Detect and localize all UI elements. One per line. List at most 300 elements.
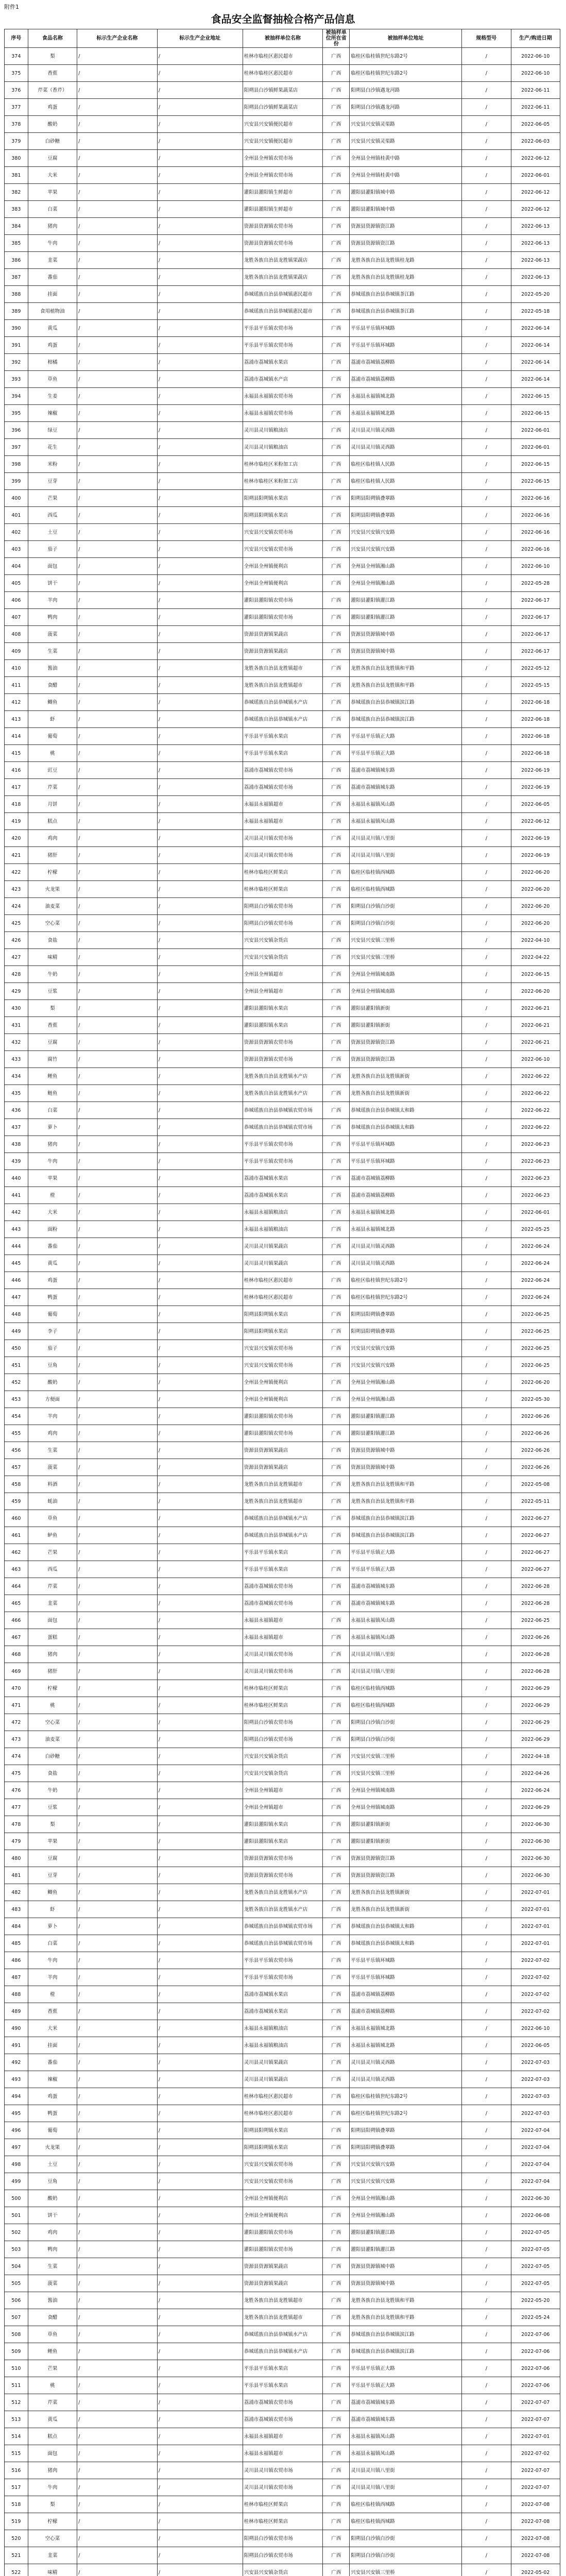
cell-food-name: 味精 xyxy=(28,2564,77,2576)
cell-serial: 403 xyxy=(5,541,28,558)
cell-province: 广西 xyxy=(323,99,350,116)
cell-food-name: 挂面 xyxy=(28,2037,77,2054)
cell-province: 广西 xyxy=(323,490,350,507)
cell-sampled-address: 资源县资源镇资江路 xyxy=(350,235,462,252)
cell-sampled-unit: 永福县永福镇粮油店 xyxy=(243,2037,323,2054)
cell-spec: / xyxy=(462,1901,511,1918)
cell-province: 广西 xyxy=(323,1816,350,1833)
cell-manufacturer: / xyxy=(77,660,158,677)
cell-spec: / xyxy=(462,371,511,388)
cell-manufacturer: / xyxy=(77,1527,158,1544)
cell-manufacturer-address: / xyxy=(157,643,243,660)
cell-spec: / xyxy=(462,1493,511,1510)
cell-sampled-unit: 资源县资源镇果蔬店 xyxy=(243,1459,323,1476)
cell-date: 2022-06-23 xyxy=(511,1136,560,1153)
cell-manufacturer-address: / xyxy=(157,2326,243,2343)
cell-manufacturer-address: / xyxy=(157,2479,243,2496)
cell-date: 2022-06-16 xyxy=(511,490,560,507)
cell-food-name: 茄子 xyxy=(28,541,77,558)
cell-sampled-unit: 永福县永福镇超市 xyxy=(243,2445,323,2462)
cell-province: 广西 xyxy=(323,1357,350,1374)
cell-province: 广西 xyxy=(323,507,350,524)
cell-food-name: 韭菜 xyxy=(28,252,77,269)
table-row xyxy=(5,1595,560,1612)
cell-province: 广西 xyxy=(323,201,350,218)
table-row xyxy=(5,1238,560,1255)
cell-manufacturer: / xyxy=(77,1068,158,1085)
cell-spec: / xyxy=(462,779,511,796)
cell-manufacturer: / xyxy=(77,2224,158,2241)
cell-serial: 431 xyxy=(5,1017,28,1034)
cell-food-name: 挂面 xyxy=(28,286,77,303)
cell-spec: / xyxy=(462,235,511,252)
table-row xyxy=(5,1816,560,1833)
cell-manufacturer: / xyxy=(77,2173,158,2190)
cell-food-name: 茄子 xyxy=(28,1340,77,1357)
cell-manufacturer: / xyxy=(77,643,158,660)
cell-food-name: 空心菜 xyxy=(28,2530,77,2547)
cell-province: 广西 xyxy=(323,1051,350,1068)
cell-spec: / xyxy=(462,1391,511,1408)
cell-spec: / xyxy=(462,1561,511,1578)
cell-food-name: 酸奶 xyxy=(28,1374,77,1391)
cell-date: 2022-06-22 xyxy=(511,1085,560,1102)
table-row xyxy=(5,932,560,949)
cell-sampled-address: 灌阳县灌阳镇新街 xyxy=(350,1833,462,1850)
cell-spec: / xyxy=(462,1578,511,1595)
cell-sampled-address: 资源县资源镇资江路 xyxy=(350,1867,462,1884)
table-row xyxy=(5,2071,560,2088)
cell-spec: / xyxy=(462,1289,511,1306)
cell-food-name: 鸭蛋 xyxy=(28,2105,77,2122)
cell-manufacturer: / xyxy=(77,2122,158,2139)
cell-sampled-address: 恭城瑶族自治县恭城镇滨江路 xyxy=(350,1510,462,1527)
cell-manufacturer: / xyxy=(77,592,158,609)
cell-food-name: 梨 xyxy=(28,1816,77,1833)
cell-food-name: 猪肉 xyxy=(28,2462,77,2479)
cell-serial: 392 xyxy=(5,354,28,371)
cell-spec: / xyxy=(462,1799,511,1816)
cell-manufacturer-address: / xyxy=(157,949,243,966)
cell-serial: 488 xyxy=(5,1986,28,2003)
cell-sampled-address: 兴安县兴安镇三里桥 xyxy=(350,1765,462,1782)
cell-food-name: 芒果 xyxy=(28,2360,77,2377)
cell-province: 广西 xyxy=(323,2462,350,2479)
cell-province: 广西 xyxy=(323,2513,350,2530)
table-row xyxy=(5,184,560,201)
cell-date: 2022-07-01 xyxy=(511,1935,560,1952)
cell-sampled-unit: 永福县永福镇粮油店 xyxy=(243,1221,323,1238)
cell-manufacturer: / xyxy=(77,558,158,575)
table-row xyxy=(5,2275,560,2292)
cell-manufacturer-address: / xyxy=(157,150,243,167)
cell-spec: / xyxy=(462,694,511,711)
cell-sampled-unit: 恭城瑶族自治县恭城镇农贸市场 xyxy=(243,1935,323,1952)
cell-sampled-address: 平乐县平乐镇环城路 xyxy=(350,1952,462,1969)
cell-sampled-address: 阳朔县阳朔镇叠翠路 xyxy=(350,1306,462,1323)
cell-manufacturer: / xyxy=(77,1969,158,1986)
table-row xyxy=(5,728,560,745)
cell-spec: / xyxy=(462,439,511,456)
cell-food-name: 米粉 xyxy=(28,456,77,473)
cell-date: 2022-06-10 xyxy=(511,558,560,575)
cell-province: 广西 xyxy=(323,2139,350,2156)
cell-spec: / xyxy=(462,1034,511,1051)
cell-sampled-unit: 资源县资源镇农贸市场 xyxy=(243,1850,323,1867)
cell-manufacturer-address: / xyxy=(157,1102,243,1119)
cell-sampled-unit: 恭城瑶族自治县恭城镇惠民超市 xyxy=(243,303,323,320)
cell-spec: / xyxy=(462,2394,511,2411)
cell-manufacturer-address: / xyxy=(157,320,243,337)
cell-food-name: 葡萄 xyxy=(28,1306,77,1323)
cell-spec: / xyxy=(462,983,511,1000)
table-row xyxy=(5,1714,560,1731)
cell-serial: 484 xyxy=(5,1918,28,1935)
cell-sampled-address: 灵川县灵川镇八里街 xyxy=(350,847,462,864)
cell-serial: 450 xyxy=(5,1340,28,1357)
cell-province: 广西 xyxy=(323,1374,350,1391)
cell-province: 广西 xyxy=(323,2445,350,2462)
cell-date: 2022-06-28 xyxy=(511,1595,560,1612)
cell-manufacturer: / xyxy=(77,201,158,218)
cell-manufacturer-address: / xyxy=(157,1323,243,1340)
cell-spec: / xyxy=(462,1986,511,2003)
cell-province: 广西 xyxy=(323,847,350,864)
cell-serial: 510 xyxy=(5,2360,28,2377)
cell-sampled-unit: 阳朔县阳朔镇水果店 xyxy=(243,507,323,524)
cell-manufacturer: / xyxy=(77,609,158,626)
cell-date: 2022-07-02 xyxy=(511,2003,560,2020)
cell-date: 2022-06-26 xyxy=(511,1408,560,1425)
cell-manufacturer: / xyxy=(77,252,158,269)
cell-province: 广西 xyxy=(323,677,350,694)
cell-food-name: 猪肝 xyxy=(28,847,77,864)
cell-spec: / xyxy=(462,201,511,218)
cell-date: 2022-06-13 xyxy=(511,252,560,269)
cell-spec: / xyxy=(462,1884,511,1901)
cell-food-name: 酱油 xyxy=(28,2292,77,2309)
cell-sampled-unit: 灌阳县灌阳镇农贸市场 xyxy=(243,1408,323,1425)
cell-sampled-unit: 阳朔县白沙镇鲜果蔬菜店 xyxy=(243,99,323,116)
cell-serial: 464 xyxy=(5,1578,28,1595)
cell-serial: 473 xyxy=(5,1731,28,1748)
cell-spec: / xyxy=(462,1374,511,1391)
cell-manufacturer: / xyxy=(77,184,158,201)
cell-date: 2022-07-08 xyxy=(511,2496,560,2513)
cell-date: 2022-06-22 xyxy=(511,1102,560,1119)
cell-spec: / xyxy=(462,1595,511,1612)
cell-date: 2022-07-02 xyxy=(511,2445,560,2462)
cell-spec: / xyxy=(462,745,511,762)
cell-spec: / xyxy=(462,1952,511,1969)
cell-sampled-address: 临桂区临桂镇世纪东路2号 xyxy=(350,1272,462,1289)
cell-food-name: 空心菜 xyxy=(28,915,77,932)
cell-manufacturer: / xyxy=(77,524,158,541)
cell-manufacturer: / xyxy=(77,796,158,813)
cell-sampled-address: 荔浦市荔城镇城东路 xyxy=(350,1595,462,1612)
cell-manufacturer-address: / xyxy=(157,2224,243,2241)
cell-date: 2022-06-12 xyxy=(511,184,560,201)
cell-serial: 406 xyxy=(5,592,28,609)
cell-date: 2022-06-30 xyxy=(511,1833,560,1850)
cell-manufacturer-address: / xyxy=(157,2547,243,2564)
cell-food-name: 牛肉 xyxy=(28,1153,77,1170)
cell-serial: 515 xyxy=(5,2445,28,2462)
cell-manufacturer-address: / xyxy=(157,1578,243,1595)
cell-food-name: 饼干 xyxy=(28,2207,77,2224)
cell-spec: / xyxy=(462,1000,511,1017)
cell-manufacturer-address: / xyxy=(157,1391,243,1408)
cell-spec: / xyxy=(462,1476,511,1493)
table-row xyxy=(5,1544,560,1561)
cell-date: 2022-06-20 xyxy=(511,1374,560,1391)
cell-manufacturer: / xyxy=(77,1051,158,1068)
cell-spec: / xyxy=(462,915,511,932)
cell-sampled-address: 兴安县兴安镇兴安路 xyxy=(350,1340,462,1357)
cell-manufacturer: / xyxy=(77,1153,158,1170)
cell-date: 2022-07-05 xyxy=(511,2241,560,2258)
cell-province: 广西 xyxy=(323,830,350,847)
cell-province: 广西 xyxy=(323,1442,350,1459)
table-row xyxy=(5,1340,560,1357)
cell-manufacturer: / xyxy=(77,711,158,728)
cell-date: 2022-07-04 xyxy=(511,2122,560,2139)
cell-sampled-address: 恭城瑶族自治县恭城镇太和路 xyxy=(350,1935,462,1952)
cell-province: 广西 xyxy=(323,1867,350,1884)
cell-province: 广西 xyxy=(323,1493,350,1510)
cell-province: 广西 xyxy=(323,2360,350,2377)
cell-sampled-address: 阳朔县阳朔镇叠翠路 xyxy=(350,1323,462,1340)
table-row xyxy=(5,490,560,507)
cell-sampled-unit: 龙胜各族自治县龙胜镇超市 xyxy=(243,2309,323,2326)
cell-sampled-address: 兴安县兴安镇灵渠路 xyxy=(350,116,462,133)
cell-serial: 494 xyxy=(5,2088,28,2105)
cell-province: 广西 xyxy=(323,949,350,966)
cell-sampled-address: 临桂区临桂镇西城路 xyxy=(350,1697,462,1714)
cell-date: 2022-07-05 xyxy=(511,2258,560,2275)
cell-manufacturer: / xyxy=(77,2496,158,2513)
cell-sampled-unit: 荔浦市荔城镇农贸市场 xyxy=(243,1578,323,1595)
cell-sampled-unit: 桂林市临桂区鲜果店 xyxy=(243,2496,323,2513)
cell-sampled-unit: 灵川县灵川镇果蔬店 xyxy=(243,1255,323,1272)
cell-date: 2022-05-18 xyxy=(511,303,560,320)
cell-manufacturer: / xyxy=(77,507,158,524)
cell-province: 广西 xyxy=(323,1680,350,1697)
cell-serial: 463 xyxy=(5,1561,28,1578)
table-row xyxy=(5,1646,560,1663)
cell-serial: 517 xyxy=(5,2479,28,2496)
cell-spec: / xyxy=(462,2088,511,2105)
cell-manufacturer-address: / xyxy=(157,116,243,133)
cell-spec: / xyxy=(462,847,511,864)
cell-sampled-address: 永福县永福镇凤山路 xyxy=(350,796,462,813)
cell-manufacturer-address: / xyxy=(157,1799,243,1816)
cell-province: 广西 xyxy=(323,1306,350,1323)
cell-food-name: 柠檬 xyxy=(28,1680,77,1697)
cell-spec: / xyxy=(462,2496,511,2513)
cell-manufacturer: / xyxy=(77,2003,158,2020)
table-row xyxy=(5,1493,560,1510)
results-table xyxy=(4,29,560,2576)
cell-serial: 521 xyxy=(5,2547,28,2564)
cell-sampled-unit: 恭城瑶族自治县恭城镇水产店 xyxy=(243,694,323,711)
cell-spec: / xyxy=(462,796,511,813)
column-header: 标示生产企业名称 xyxy=(77,29,158,48)
cell-manufacturer: / xyxy=(77,2394,158,2411)
cell-serial: 498 xyxy=(5,2156,28,2173)
cell-food-name: 芹菜 xyxy=(28,2394,77,2411)
cell-manufacturer-address: / xyxy=(157,2037,243,2054)
cell-food-name: 桃 xyxy=(28,1697,77,1714)
cell-manufacturer: / xyxy=(77,1170,158,1187)
cell-date: 2022-06-27 xyxy=(511,1544,560,1561)
cell-serial: 386 xyxy=(5,252,28,269)
cell-manufacturer: / xyxy=(77,65,158,82)
cell-serial: 505 xyxy=(5,2275,28,2292)
cell-manufacturer: / xyxy=(77,2156,158,2173)
cell-sampled-address: 龙胜各族自治县龙胜镇和平路 xyxy=(350,2292,462,2309)
cell-sampled-unit: 荔浦市荔城镇水果店 xyxy=(243,1187,323,1204)
cell-sampled-unit: 荔浦市荔城镇水果店 xyxy=(243,354,323,371)
cell-date: 2022-07-05 xyxy=(511,2224,560,2241)
cell-province: 广西 xyxy=(323,1731,350,1748)
cell-date: 2022-06-24 xyxy=(511,1255,560,1272)
cell-manufacturer-address: / xyxy=(157,490,243,507)
cell-manufacturer: / xyxy=(77,269,158,286)
cell-serial: 384 xyxy=(5,218,28,235)
table-row xyxy=(5,303,560,320)
table-row xyxy=(5,847,560,864)
cell-sampled-address: 兴安县兴安镇兴安路 xyxy=(350,541,462,558)
table-row xyxy=(5,2360,560,2377)
cell-serial: 519 xyxy=(5,2513,28,2530)
cell-food-name: 鲤鱼 xyxy=(28,2343,77,2360)
cell-food-name: 鸭蛋 xyxy=(28,1289,77,1306)
cell-food-name: 辣椒 xyxy=(28,2071,77,2088)
cell-serial: 490 xyxy=(5,2020,28,2037)
cell-date: 2022-06-19 xyxy=(511,847,560,864)
cell-manufacturer-address: / xyxy=(157,813,243,830)
cell-sampled-unit: 永福县永福镇超市 xyxy=(243,813,323,830)
cell-spec: / xyxy=(462,1510,511,1527)
cell-manufacturer: / xyxy=(77,1782,158,1799)
table-row xyxy=(5,1272,560,1289)
cell-sampled-unit: 资源县资源镇果蔬店 xyxy=(243,2258,323,2275)
cell-spec: / xyxy=(462,1680,511,1697)
cell-sampled-address: 兴安县兴安镇三里桥 xyxy=(350,949,462,966)
cell-sampled-unit: 灌阳县灌阳镇农贸市场 xyxy=(243,2224,323,2241)
cell-manufacturer-address: / xyxy=(157,2241,243,2258)
cell-sampled-address: 荔浦市荔城镇荔柳路 xyxy=(350,1986,462,2003)
cell-province: 广西 xyxy=(323,2088,350,2105)
cell-date: 2022-06-12 xyxy=(511,150,560,167)
cell-province: 广西 xyxy=(323,1595,350,1612)
cell-serial: 439 xyxy=(5,1153,28,1170)
cell-manufacturer-address: / xyxy=(157,2173,243,2190)
cell-food-name: 豆角 xyxy=(28,2173,77,2190)
table-row xyxy=(5,1748,560,1765)
cell-sampled-address: 灌阳县灌阳镇灌江路 xyxy=(350,1408,462,1425)
cell-date: 2022-07-03 xyxy=(511,2054,560,2071)
cell-sampled-address: 龙胜各族自治县龙胜镇和平路 xyxy=(350,1476,462,1493)
cell-serial: 378 xyxy=(5,116,28,133)
cell-sampled-address: 恭城瑶族自治县恭城镇滨江路 xyxy=(350,2343,462,2360)
cell-sampled-unit: 全州县全州镇便利店 xyxy=(243,2207,323,2224)
cell-province: 广西 xyxy=(323,660,350,677)
cell-manufacturer-address: / xyxy=(157,1986,243,2003)
cell-sampled-address: 灵川县灵川镇八里街 xyxy=(350,1663,462,1680)
cell-food-name: 番茄 xyxy=(28,269,77,286)
cell-province: 广西 xyxy=(323,694,350,711)
cell-food-name: 香蕉 xyxy=(28,65,77,82)
cell-sampled-address: 龙胜各族自治县龙胜镇桂龙路 xyxy=(350,252,462,269)
cell-serial: 400 xyxy=(5,490,28,507)
table-row xyxy=(5,1119,560,1136)
cell-food-name: 豆浆 xyxy=(28,983,77,1000)
cell-manufacturer-address: / xyxy=(157,898,243,915)
cell-sampled-address: 龙胜各族自治县龙胜镇和平路 xyxy=(350,677,462,694)
cell-spec: / xyxy=(462,405,511,422)
cell-spec: / xyxy=(462,1357,511,1374)
cell-serial: 496 xyxy=(5,2122,28,2139)
cell-sampled-address: 荔浦市荔城镇荔柳路 xyxy=(350,2003,462,2020)
cell-spec: / xyxy=(462,2547,511,2564)
cell-spec: / xyxy=(462,473,511,490)
cell-date: 2022-06-16 xyxy=(511,524,560,541)
cell-serial: 489 xyxy=(5,2003,28,2020)
cell-sampled-unit: 龙胜各族自治县龙胜镇果蔬店 xyxy=(243,252,323,269)
cell-province: 广西 xyxy=(323,796,350,813)
cell-spec: / xyxy=(462,2020,511,2037)
cell-manufacturer-address: / xyxy=(157,1119,243,1136)
table-row xyxy=(5,1561,560,1578)
cell-food-name: 生菜 xyxy=(28,1442,77,1459)
cell-sampled-address: 资源县资源镇城中路 xyxy=(350,626,462,643)
cell-spec: / xyxy=(462,337,511,354)
cell-date: 2022-06-29 xyxy=(511,1799,560,1816)
cell-sampled-unit: 灵川县灵川镇农贸市场 xyxy=(243,830,323,847)
cell-sampled-unit: 资源县资源镇果蔬店 xyxy=(243,626,323,643)
cell-manufacturer-address: / xyxy=(157,745,243,762)
column-header: 序号 xyxy=(5,29,28,48)
cell-manufacturer-address: / xyxy=(157,2292,243,2309)
cell-province: 广西 xyxy=(323,422,350,439)
cell-date: 2022-06-13 xyxy=(511,269,560,286)
column-header: 食品名称 xyxy=(28,29,77,48)
cell-spec: / xyxy=(462,1340,511,1357)
cell-sampled-unit: 永福县永福镇农贸市场 xyxy=(243,405,323,422)
cell-sampled-address: 灵川县灵川镇灵西路 xyxy=(350,439,462,456)
cell-province: 广西 xyxy=(323,1663,350,1680)
table-row xyxy=(5,2088,560,2105)
cell-sampled-address: 资源县资源镇城中路 xyxy=(350,1459,462,1476)
table-row xyxy=(5,1782,560,1799)
cell-sampled-unit: 灌阳县灌阳镇水果店 xyxy=(243,1000,323,1017)
table-row xyxy=(5,1850,560,1867)
cell-serial: 412 xyxy=(5,694,28,711)
cell-food-name: 白菜 xyxy=(28,1102,77,1119)
cell-food-name: 鸭肉 xyxy=(28,609,77,626)
cell-sampled-address: 永福县永福镇城北路 xyxy=(350,1204,462,1221)
cell-date: 2022-06-27 xyxy=(511,1561,560,1578)
cell-spec: / xyxy=(462,48,511,65)
cell-sampled-unit: 桂林市临桂区惠民超市 xyxy=(243,1289,323,1306)
cell-sampled-address: 资源县资源镇资江路 xyxy=(350,1051,462,1068)
cell-spec: / xyxy=(462,2071,511,2088)
cell-province: 广西 xyxy=(323,1765,350,1782)
cell-sampled-address: 阳朔县阳朔镇叠翠路 xyxy=(350,490,462,507)
cell-food-name: 豆腐 xyxy=(28,1034,77,1051)
